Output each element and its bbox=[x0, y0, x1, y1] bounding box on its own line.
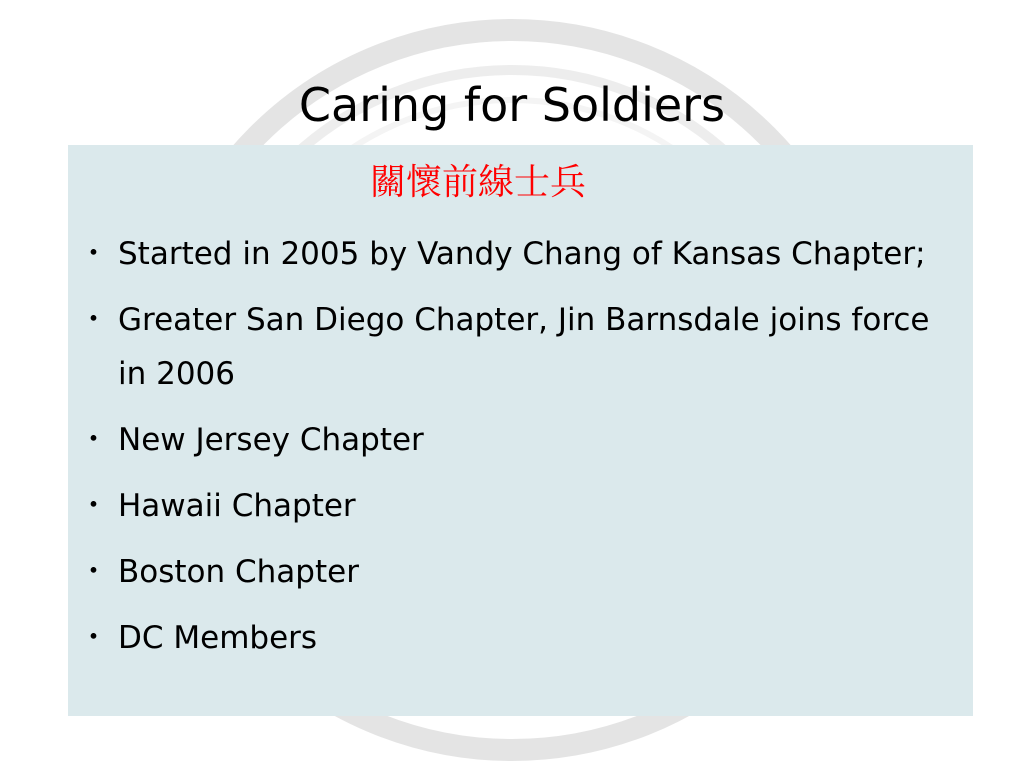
bullet-marker: ・ bbox=[78, 302, 109, 338]
list-item bbox=[68, 479, 948, 533]
content-box bbox=[68, 145, 973, 716]
bullet-marker: ・ bbox=[78, 488, 109, 524]
bullet-list bbox=[68, 227, 948, 677]
list-item bbox=[68, 227, 948, 281]
bullet-text: Greater San Diego Chapter, Jin Barnsdale joins force in 2006 bbox=[118, 302, 930, 392]
list-item bbox=[68, 545, 948, 599]
bullet-text: DC Members bbox=[118, 620, 318, 656]
bullet-marker: ・ bbox=[78, 554, 109, 590]
bullet-text: Hawaii Chapter bbox=[118, 488, 356, 524]
bullet-marker: ・ bbox=[78, 236, 109, 272]
bullet-text: Boston Chapter bbox=[118, 554, 359, 590]
slide-title: Caring for Soldiers bbox=[298, 78, 726, 132]
bullet-text: New Jersey Chapter bbox=[118, 422, 424, 458]
list-item bbox=[68, 293, 948, 401]
bullet-text: Started in 2005 by Vandy Chang of Kansas Chapter; bbox=[118, 236, 926, 272]
bullet-marker: ・ bbox=[78, 620, 109, 656]
chinese-subtitle: 關懷前線士兵 bbox=[369, 162, 586, 203]
list-item bbox=[68, 611, 948, 665]
list-item bbox=[68, 413, 948, 467]
bullet-marker: ・ bbox=[78, 422, 109, 458]
